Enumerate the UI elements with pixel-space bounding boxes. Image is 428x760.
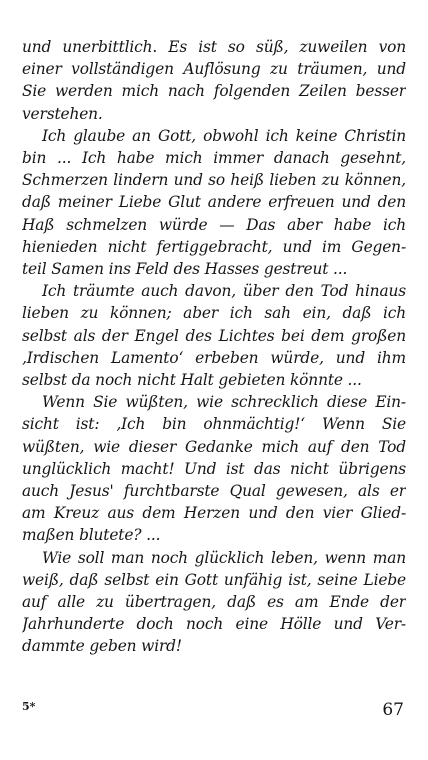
text-line: hienieden nicht fertiggebracht, und im Gegen- [22,237,406,256]
page-number: 67 [382,700,404,720]
text-line: Ich glaube an Gott, obwohl ich keine Christin [42,126,406,145]
text-line: dammte geben wird! [22,637,182,656]
text-line: selbst da noch nicht Halt gebieten könnte ... [22,371,362,390]
text-line: Jahrhunderte doch noch eine Hölle und Ver- [22,615,406,634]
text-line: Sie werden mich nach folgenden Zeilen besser [22,82,406,101]
text-line: am Kreuz aus dem Herzen und den vier Glied- [22,504,406,523]
text-line: teil Samen ins Feld des Hasses gestreut ... [22,260,348,279]
text-line: sicht ist: ‚Ich bin ohnmächtig!‘ Wenn Sie [22,415,406,434]
text-line: bin ... Ich habe mich immer danach gesehnt, [22,149,406,168]
text-line: daß meiner Liebe Glut andere erfreuen und den [22,193,406,212]
text-line: maßen blutete? ... [22,526,161,545]
paragraph [22,391,406,546]
text-line: Schmerzen lindern und so heiß lieben zu können, [22,171,406,190]
text-line: selbst als der Engel des Lichtes bei dem großen [22,326,406,345]
text-line: ‚Irdischen Lamento‘ erbeben würde, und ihm [22,348,406,367]
text-line: wüßten, wie dieser Gedanke mich auf den Tod [22,437,406,456]
text-line: weiß, daß selbst ein Gott unfähig ist, seine Liebe [22,570,406,589]
paragraph [22,547,406,658]
text-line: Wenn Sie wüßten, wie schrecklich diese Ein- [42,393,406,412]
text-line: Haß schmelzen würde — Das aber habe ich [22,215,406,234]
text-line: auf alle zu übertragen, daß es am Ende der [22,593,406,612]
text-line: und unerbittlich. Es ist so süß, zuweilen von [22,38,406,56]
signature-mark: 5* [22,700,36,713]
body-text [22,36,406,658]
paragraph [22,125,406,280]
text-line: unglücklich macht! Und ist das nicht übrigens [22,459,406,478]
text-line: einer vollständigen Auflösung zu träumen, und [22,60,406,79]
text-line: Wie soll man noch glücklich leben, wenn man [42,548,406,567]
text-line: lieben zu können; aber ich sah ein, daß ich [22,304,406,323]
paragraph [22,36,406,125]
paragraph [22,280,406,391]
text-line: auch Jesus' furchtbarste Qual gewesen, als er [22,482,406,501]
text-line: Ich träumte auch davon, über den Tod hinaus [42,282,406,301]
text-line: verstehen. [22,104,103,123]
